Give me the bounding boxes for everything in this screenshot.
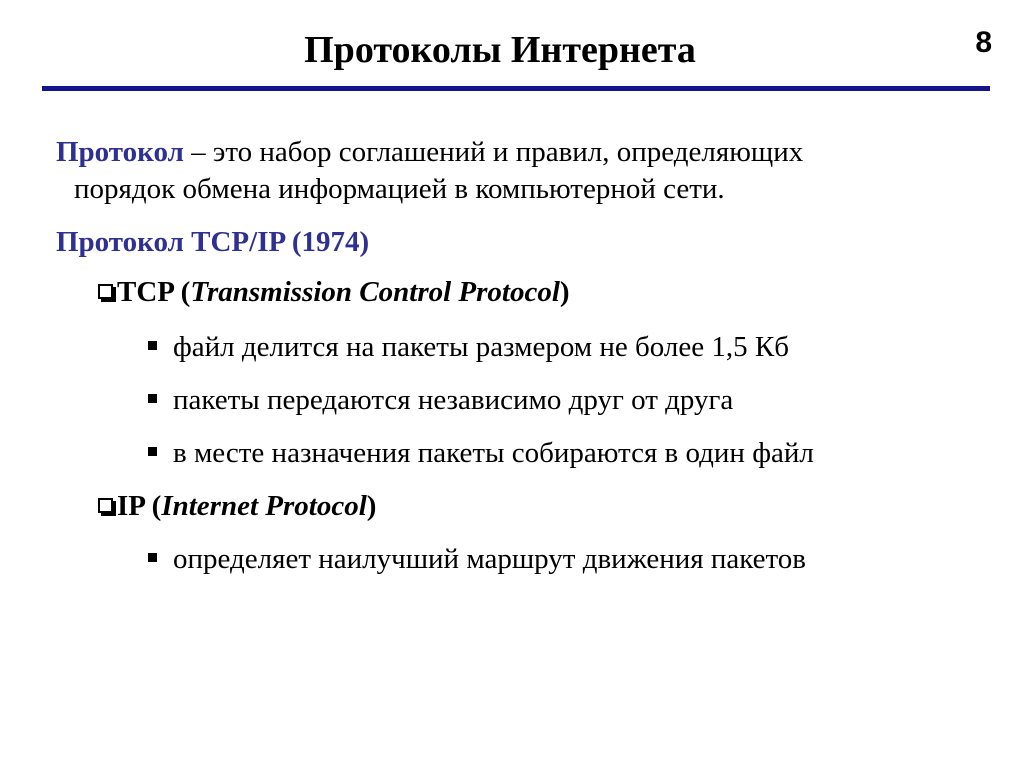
definition-paragraph (56, 134, 976, 208)
tcp-point-text: пакеты передаются независимо друг от друга (173, 384, 734, 416)
square-bullet-icon (148, 394, 157, 403)
definition-text-line1: – это набор соглашений и правил, определяющих (183, 136, 804, 168)
tcp-point (148, 437, 814, 470)
square-bullet-icon (148, 553, 157, 562)
tcp-point (148, 331, 789, 364)
ip-item (98, 490, 376, 523)
definition-text-line2: порядок обмена информацией в компьютерной сети. (74, 173, 725, 205)
ip-full-name: Internet Protocol (161, 490, 367, 522)
square-bullet-icon (148, 447, 157, 456)
tcp-point-text: в месте назначения пакеты собираются в один файл (173, 437, 814, 469)
definition-term: Протокол (56, 136, 184, 168)
tcp-open-paren: ( (173, 276, 191, 308)
protocol-heading: Протокол TCP/IP (1974) (56, 226, 370, 258)
slide-number: 8 (975, 26, 992, 59)
tcp-close-paren: ) (559, 276, 570, 308)
ip-point-text: определяет наилучший маршрут движения пакетов (173, 543, 806, 575)
tcp-name: TCP (117, 276, 174, 308)
ip-close-paren: ) (366, 490, 377, 522)
ip-name: IP (117, 490, 145, 522)
tcp-point-text: файл делится на пакеты размером не более 1,5 Кб (173, 331, 789, 363)
slide-title: Протоколы Интернета (304, 29, 696, 71)
box-bullet-icon (98, 498, 113, 513)
square-bullet-icon (148, 341, 157, 350)
tcp-point (148, 384, 733, 417)
tcp-item (98, 276, 570, 309)
ip-open-paren: ( (144, 490, 162, 522)
box-bullet-icon (98, 284, 113, 299)
ip-point (148, 543, 806, 576)
tcp-full-name: Transmission Control Protocol (190, 276, 560, 308)
title-divider (42, 86, 990, 91)
